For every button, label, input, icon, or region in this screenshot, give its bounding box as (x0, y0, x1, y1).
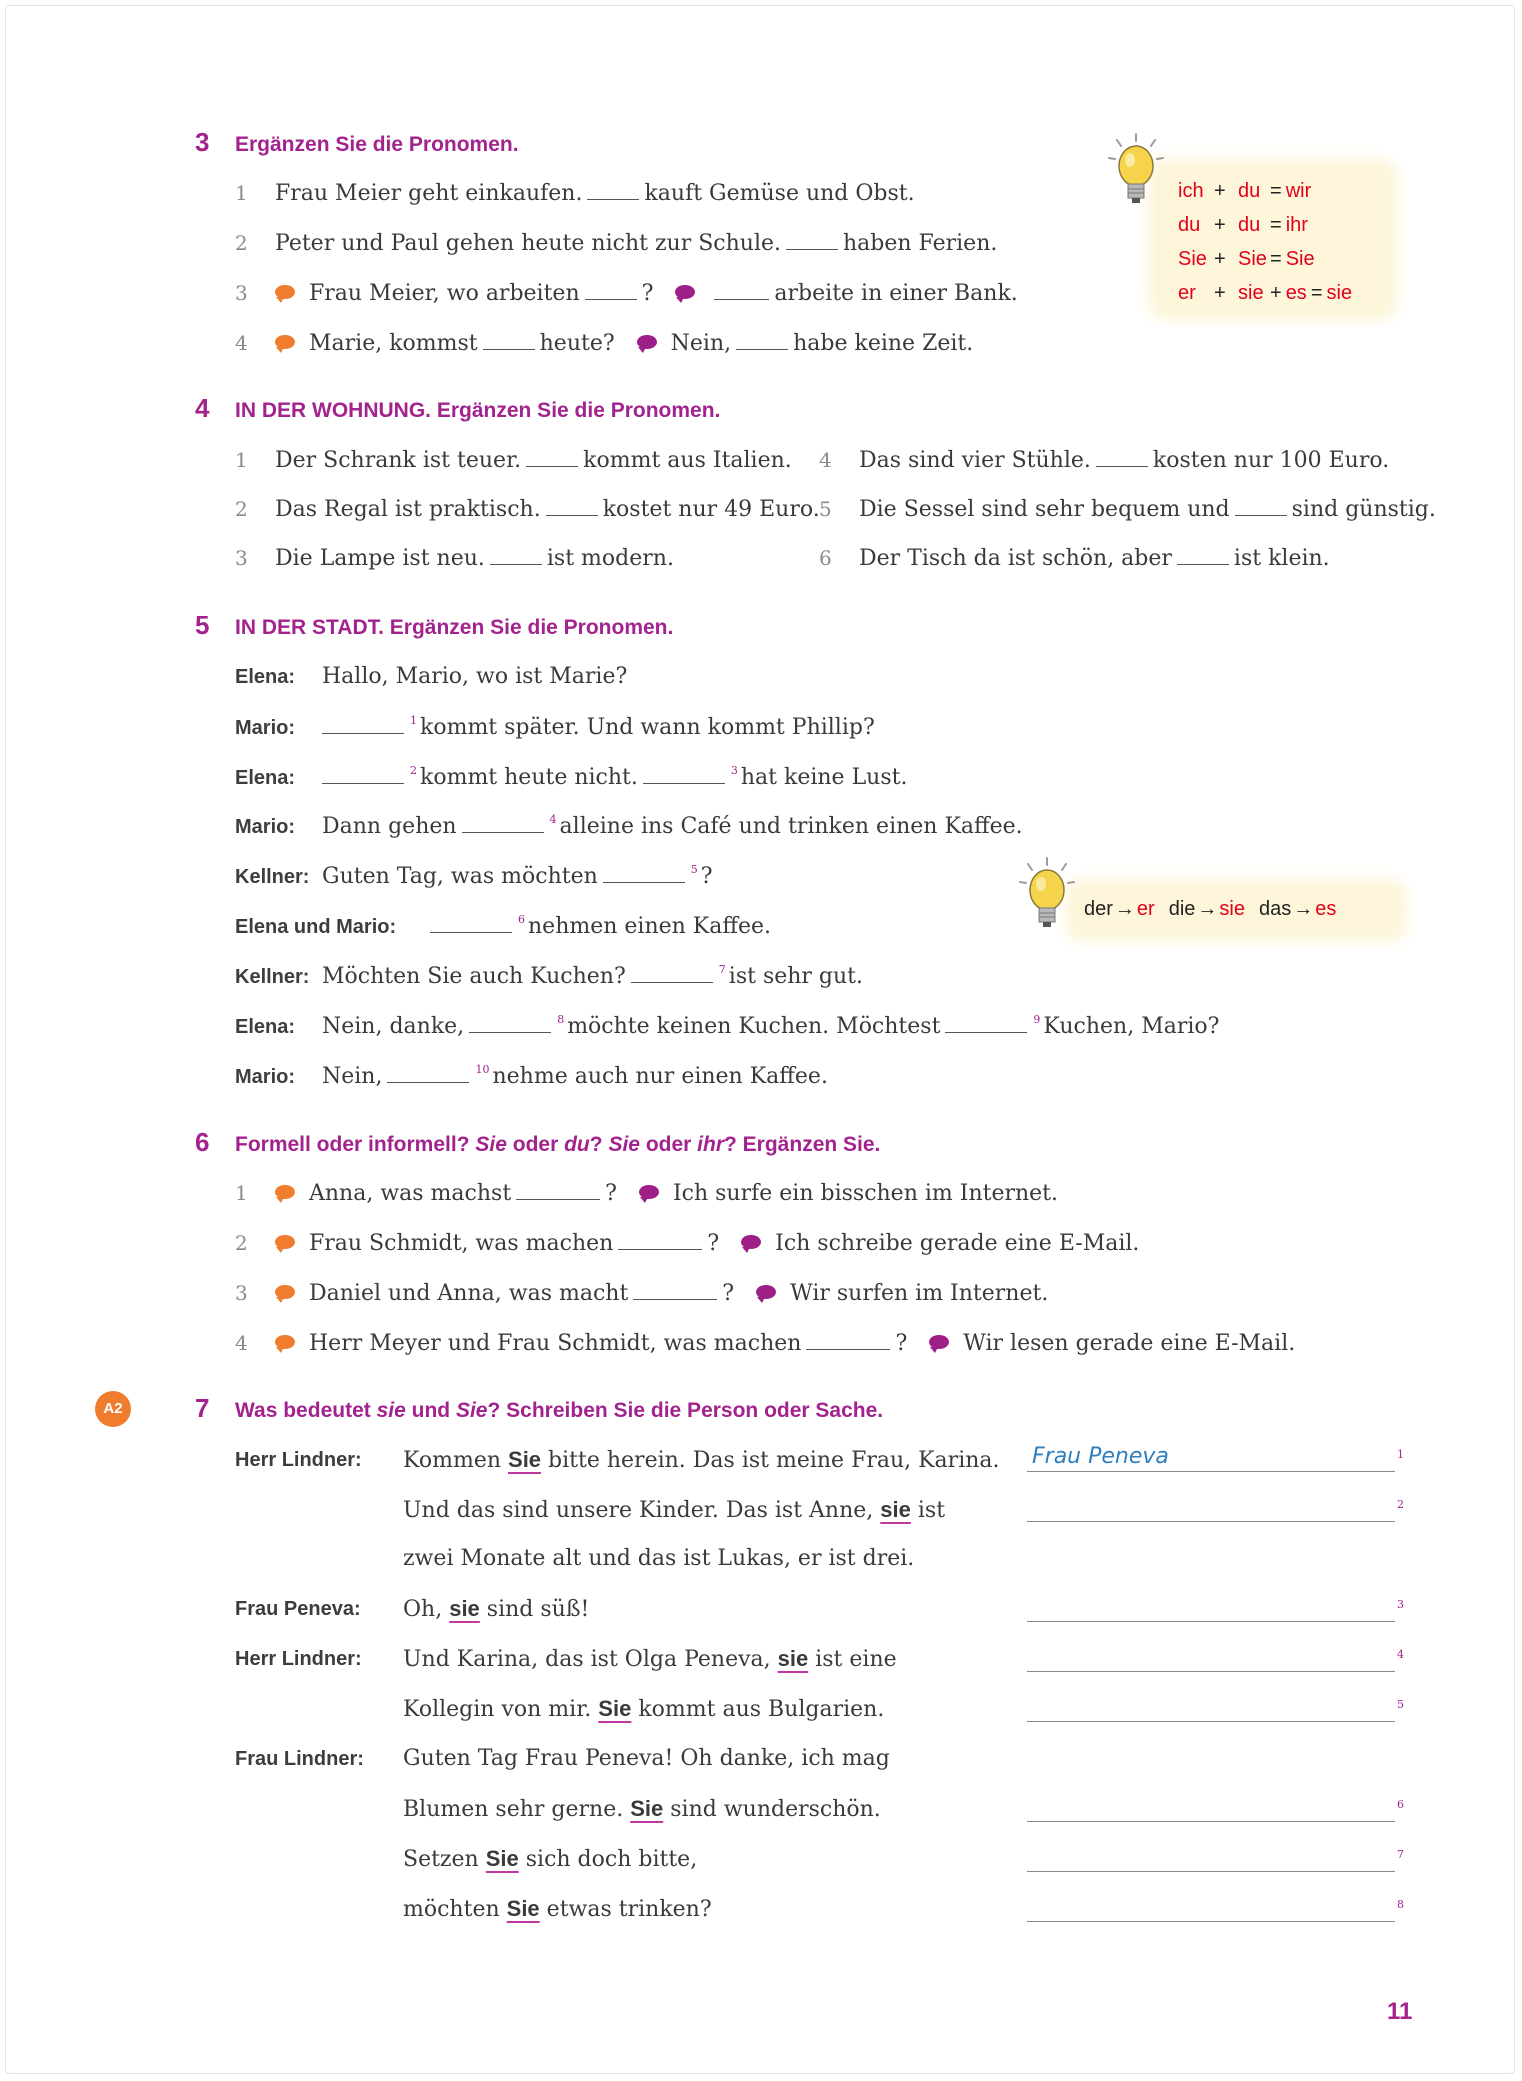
answer-number: 5 (1397, 1698, 1404, 1711)
exercise-7-number: 7 (195, 1393, 210, 1423)
dialogue-line: Oh, sie sind süß! (403, 1596, 590, 1622)
speech-bubble-icon (275, 1185, 297, 1201)
answer-blank[interactable] (1177, 546, 1229, 565)
exercise-7-title: Was bedeutet sie und Sie? Schreiben Sie die Person oder Sache. (235, 1399, 884, 1422)
item-text: haben Ferien. (843, 231, 998, 256)
item-text: Peter und Paul gehen heute nicht zur Schule. (275, 231, 781, 256)
level-badge-a2: A2 (95, 1391, 131, 1427)
answer-blank[interactable] (546, 497, 598, 516)
speech-bubble-icon (275, 1235, 297, 1251)
ex3-item-4 (235, 331, 973, 356)
dialogue-line: Kollegin von mir. Sie kommt aus Bulgarien. (403, 1696, 885, 1722)
answer-blank[interactable] (322, 765, 404, 784)
speaker-label: Elena und Mario: (235, 916, 397, 938)
answer-line-8[interactable] (1027, 1921, 1395, 1922)
ex3-item-1 (235, 181, 915, 206)
dialogue-line-2: 1 kommt später. Und wann kommt Phillip? (322, 715, 875, 740)
answer-blank[interactable] (490, 546, 542, 565)
answer-blank[interactable] (631, 964, 713, 983)
answer-blank[interactable] (585, 281, 637, 300)
dialogue-line-5: Guten Tag, was möchten 5 ? (322, 863, 713, 889)
speech-bubble-icon (756, 1285, 778, 1301)
dialogue-line: Setzen Sie sich doch bitte, (403, 1846, 698, 1872)
answer-blank[interactable] (1096, 448, 1148, 467)
item-text: ? (641, 281, 654, 306)
tip-row-3: Sie + Sie = Sie (1178, 248, 1315, 270)
page-number: 11 (1387, 1998, 1413, 2025)
ex6-item-1: 1 Anna, was machst ? Ich surfe ein bisschen im Internet. (235, 1181, 1059, 1206)
exercise-4-number: 4 (195, 393, 210, 423)
dialogue-line-9: Nein, 10 nehme auch nur einen Kaffee. (322, 1063, 828, 1089)
dialogue-line-7: Möchten Sie auch Kuchen? 7 ist sehr gut. (322, 963, 864, 989)
ex4-item-1: 1 Der Schrank ist teuer. kommt aus Italien. (235, 448, 792, 473)
answer-blank[interactable] (618, 1231, 702, 1250)
answer-blank[interactable] (786, 231, 838, 250)
item-text: Nein, (670, 331, 732, 356)
answer-blank[interactable] (526, 448, 578, 467)
speaker-label: Kellner: (235, 966, 310, 988)
dialogue-line: Kommen Sie bitte herein. Das ist meine Frau, Karina. (403, 1447, 1000, 1473)
exercise-5-title: IN DER STADT. Ergänzen Sie die Pronomen. (235, 616, 674, 639)
speaker-label: Mario: (235, 816, 295, 838)
dialogue-line-6: 6 nehmen einen Kaffee. (430, 914, 771, 939)
item-number: 1 (235, 181, 248, 205)
speaker-label: Mario: (235, 717, 295, 739)
tip-der-er-die-sie-das-es: der → er die → sie das → es (1084, 898, 1337, 920)
dialogue-line-3: 2 kommt heute nicht. 3 hat keine Lust. (322, 765, 907, 790)
speaker-label: Mario: (235, 1066, 295, 1088)
exercise-6-number: 6 (195, 1127, 210, 1157)
answer-blank[interactable] (469, 1014, 551, 1033)
speech-bubble-icon (639, 1185, 661, 1201)
speaker-label: Kellner: (235, 866, 310, 888)
answer-line-2[interactable] (1027, 1521, 1395, 1522)
answer-blank[interactable] (430, 914, 512, 933)
dialogue-line: Und das sind unsere Kinder. Das ist Anne, sie ist (403, 1497, 946, 1523)
speech-bubble-icon (637, 335, 659, 351)
answer-blank[interactable] (633, 1281, 717, 1300)
exercise-4-title: IN DER WOHNUNG. Ergänzen Sie die Pronomen. (235, 399, 721, 422)
answer-number: 4 (1397, 1648, 1404, 1661)
exercise-5-number: 5 (195, 610, 210, 640)
handwritten-answer: Frau Peneva (1032, 1444, 1169, 1469)
item-number: 2 (235, 231, 248, 255)
exercise-6-title: Formell oder informell? Sie oder du? Sie oder ihr? Ergänzen Sie. (235, 1133, 881, 1156)
answer-blank[interactable] (1235, 497, 1287, 516)
item-number: 4 (235, 331, 248, 355)
dialogue-line: Und Karina, das ist Olga Peneva, sie ist eine (403, 1646, 897, 1672)
speech-bubble-icon (275, 1335, 297, 1351)
answer-line-6[interactable] (1027, 1821, 1395, 1822)
answer-blank[interactable] (806, 1331, 890, 1350)
speech-bubble-icon (275, 285, 297, 301)
ex4-item-4: 4 Das sind vier Stühle. kosten nur 100 Euro. (819, 448, 1390, 473)
tip-row-1: ich + du = wir (1178, 180, 1312, 202)
answer-number: 2 (1397, 1498, 1404, 1511)
ex3-item-2 (235, 231, 997, 256)
lightbulb-icon (1105, 132, 1167, 212)
answer-blank[interactable] (322, 715, 404, 734)
answer-number: 6 (1397, 1798, 1404, 1811)
item-text: arbeite in einer Bank. (774, 281, 1018, 306)
answer-blank[interactable] (945, 1014, 1027, 1033)
answer-line-7[interactable] (1027, 1871, 1395, 1872)
speech-bubble-icon (675, 285, 697, 301)
exercise-3-number: 3 (195, 127, 210, 157)
ex4-item-5: 5 Die Sessel sind sehr bequem und sind günstig. (819, 497, 1436, 522)
answer-blank[interactable] (714, 281, 769, 300)
answer-blank[interactable] (736, 331, 788, 350)
ex4-item-3: 3 Die Lampe ist neu. ist modern. (235, 546, 674, 571)
speech-bubble-icon (929, 1335, 951, 1351)
answer-number: 1 (1397, 1448, 1404, 1461)
item-text: Frau Meier geht einkaufen. (275, 181, 583, 206)
answer-blank[interactable] (462, 814, 544, 833)
tip-row-4: er + sie + es = sie (1178, 282, 1353, 304)
answer-line-3[interactable] (1027, 1621, 1395, 1622)
speaker-label: Elena: (235, 666, 296, 688)
ex4-item-2: 2 Das Regal ist praktisch. kostet nur 49 Euro. (235, 497, 820, 522)
answer-blank[interactable] (387, 1064, 469, 1083)
dialogue-line: Blumen sehr gerne. Sie sind wunderschön. (403, 1796, 881, 1822)
ex6-item-3: 3 Daniel und Anna, was macht ? Wir surfen im Internet. (235, 1281, 1049, 1306)
ex6-item-4: 4 Herr Meyer und Frau Schmidt, was machen ? Wir lesen gerade eine E-Mail. (235, 1331, 1296, 1356)
dialogue-line-1: Hallo, Mario, wo ist Marie? (322, 664, 628, 689)
speaker-label: Elena: (235, 1016, 296, 1038)
speech-bubble-icon (275, 335, 297, 351)
ex6-item-2: 2 Frau Schmidt, was machen ? Ich schreibe gerade eine E-Mail. (235, 1231, 1140, 1256)
speaker-label: Elena: (235, 767, 296, 789)
item-text: heute? (539, 331, 615, 356)
speaker-label: Herr Lindner: (235, 1449, 362, 1471)
answer-number: 7 (1397, 1848, 1404, 1861)
item-text: habe keine Zeit. (793, 331, 974, 356)
item-text: Marie, kommst (309, 331, 478, 356)
speaker-label: Herr Lindner: (235, 1648, 362, 1670)
answer-blank[interactable] (516, 1181, 600, 1200)
ex3-item-3 (235, 281, 1018, 306)
item-text: kauft Gemüse und Obst. (644, 181, 915, 206)
answer-line-4[interactable] (1027, 1671, 1395, 1672)
dialogue-line: Guten Tag Frau Peneva! Oh danke, ich mag (403, 1746, 890, 1771)
dialogue-line: zwei Monate alt und das ist Lukas, er ist drei. (403, 1546, 915, 1571)
dialogue-line-8: Nein, danke, 8 möchte keinen Kuchen. Möchtest 9 Kuchen, Mario? (322, 1013, 1220, 1039)
speech-bubble-icon (741, 1235, 763, 1251)
dialogue-line-4: Dann gehen 4 alleine ins Café und trinken einen Kaffee. (322, 813, 1023, 839)
speech-bubble-icon (275, 1285, 297, 1301)
answer-number: 3 (1397, 1598, 1404, 1611)
exercise-3-title: Ergänzen Sie die Pronomen. (235, 133, 519, 156)
item-text: Frau Meier, wo arbeiten (309, 281, 580, 306)
dialogue-line: möchten Sie etwas trinken? (403, 1896, 712, 1922)
speaker-label: Frau Lindner: (235, 1748, 364, 1770)
answer-line-1[interactable] (1027, 1471, 1395, 1472)
answer-blank[interactable] (603, 864, 685, 883)
answer-line-5[interactable] (1027, 1721, 1395, 1722)
answer-blank[interactable] (643, 765, 725, 784)
answer-blank[interactable] (587, 181, 639, 200)
tip-row-2: du + du = ihr (1178, 214, 1308, 236)
answer-blank[interactable] (483, 331, 535, 350)
speaker-label: Frau Peneva: (235, 1598, 361, 1620)
lightbulb-icon (1016, 856, 1078, 936)
item-number: 3 (235, 281, 248, 305)
answer-number: 8 (1397, 1898, 1404, 1911)
ex4-item-6: 6 Der Tisch da ist schön, aber ist klein. (819, 546, 1330, 571)
